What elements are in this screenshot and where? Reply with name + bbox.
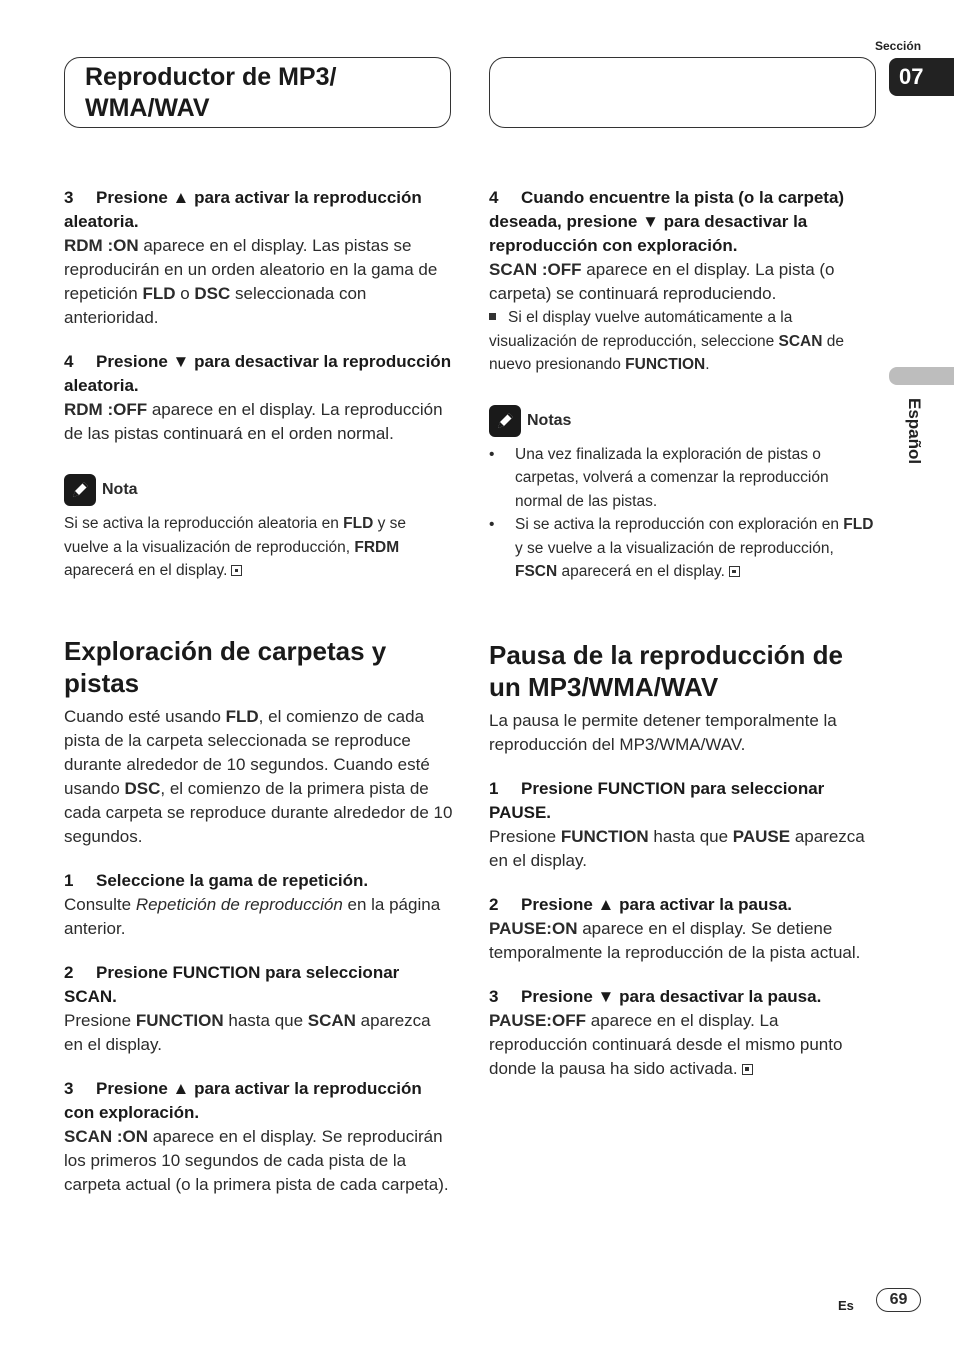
paragraph: [64, 234, 454, 330]
display-text: PAUSE: [732, 826, 791, 846]
step-heading: [64, 1077, 454, 1125]
paragraph: [64, 398, 454, 446]
display-text: SCAN: [307, 1010, 356, 1030]
step-heading: [489, 186, 879, 258]
text: aparezca en el display.: [489, 826, 865, 870]
note-text: [64, 512, 454, 583]
paragraph: [64, 705, 454, 849]
display-text: FLD: [142, 284, 176, 303]
text: .: [705, 356, 710, 373]
language-tab-bar: [889, 367, 954, 385]
notes-heading: [489, 405, 879, 437]
display-text: FUNCTION: [625, 356, 706, 373]
step-heading: [64, 186, 454, 234]
text: hasta que: [223, 1010, 308, 1030]
text: aparecerá en el display.: [557, 563, 725, 580]
text: Si el display vuelve automáticamente a la visualización de reproducción, seleccione: [489, 309, 793, 350]
end-mark-icon: [729, 566, 740, 577]
text: de nuevo presionando: [489, 332, 844, 373]
section-heading: Pausa de la reproducción de un MP3/WMA/WAV: [489, 639, 843, 702]
paragraph: [64, 1125, 454, 1197]
step-heading: [489, 893, 879, 917]
step-title: Presione ▼ para desactivar la reproducción aleatoria.: [64, 352, 452, 395]
text: Si se activa la reproducción aleatoria en: [64, 515, 344, 532]
text: , el comienzo de cada pista de la carpeta seleccionada se reproduce durante alrededor de 10 segundos. Cuando esté usando: [64, 706, 430, 798]
note-label: Nota: [102, 481, 138, 498]
text: en la página anterior.: [64, 894, 441, 938]
step-title: Cuando encuentre la pista (o la carpeta) deseada, presione ▼ para desactivar la reproducción con exploración.: [489, 188, 845, 255]
text: Consulte: [64, 894, 136, 914]
list-item: [489, 443, 879, 514]
step-title: Presione ▲ para activar la reproducción aleatoria.: [64, 188, 422, 231]
step-number: 3: [489, 986, 499, 1006]
step-number: 2: [64, 962, 74, 982]
display-text: SCAN: [778, 332, 823, 350]
display-text: DSC: [124, 778, 161, 798]
display-text: RDM :OFF: [64, 400, 148, 419]
bullet-icon: •: [489, 516, 495, 533]
text: aparece en el display. Se reproducirán los primeros 10 segundos de cada pista de la carpeta actual (o la primera pista de cada carpeta).: [64, 1126, 449, 1194]
step-heading: [489, 985, 879, 1009]
text: aparece en el display. Se detiene temporalmente la reproducción de la pista actual.: [489, 918, 861, 962]
step-title: Presione ▲ para activar la pausa.: [521, 894, 793, 914]
step-number: 1: [64, 870, 74, 890]
text: [515, 513, 879, 584]
paragraph: [64, 1009, 454, 1057]
notes-label: Notas: [527, 411, 572, 429]
text: hasta que: [648, 826, 733, 846]
step-number: 3: [64, 1078, 74, 1098]
paragraph: [489, 917, 879, 965]
step-heading: [489, 777, 879, 825]
text: seleccionada con anterioridad.: [64, 284, 367, 327]
section-number-tab: 07: [889, 58, 954, 96]
list-item: [489, 513, 879, 584]
display-text: PAUSE:OFF: [489, 1010, 586, 1030]
section-heading: Exploración de carpetas y pistas: [64, 635, 387, 698]
header-empty-box: [489, 57, 876, 128]
text: Presione: [489, 826, 561, 846]
header-title-box: [64, 57, 451, 128]
footer-language: Es: [838, 1298, 854, 1313]
text: aparece en el display. La pista (o carpeta) se continuará reproduciendo.: [489, 260, 835, 303]
step-title: Presione FUNCTION para seleccionar PAUSE.: [489, 778, 825, 822]
text: y se vuelve a la visualización de reproducción,: [64, 515, 407, 556]
step-title: Seleccione la gama de repetición.: [96, 870, 369, 890]
display-text: FLD: [843, 516, 874, 533]
step-heading: [64, 350, 454, 398]
step-number: 4: [64, 352, 74, 371]
display-text: PAUSE:ON: [489, 918, 578, 938]
text: aparece en el display. La reproducción continuará desde el mismo punto donde la pausa ha sido activada.: [489, 1010, 843, 1078]
end-mark-icon: [231, 565, 242, 576]
paragraph: [489, 1009, 879, 1081]
step-title: Presione FUNCTION para seleccionar SCAN.: [64, 962, 400, 1006]
right-column: [489, 186, 879, 1081]
text: o: [175, 284, 195, 303]
square-bullet-icon: [489, 313, 496, 320]
bullet-icon: •: [489, 445, 495, 463]
text: y se vuelve a la visualización de reproducción,: [515, 539, 834, 557]
step-number: 1: [489, 778, 499, 798]
paragraph: La pausa le permite detener temporalmente la reproducción del MP3/WMA/WAV.: [489, 710, 837, 754]
display-text: FUNCTION: [560, 826, 649, 846]
text: aparece en el display. Las pistas se reproducirán en un orden aleatorio en la gama de repetición: [64, 236, 438, 303]
text: Cuando esté usando: [64, 706, 226, 726]
language-label: Español: [905, 398, 924, 465]
paragraph: [64, 893, 454, 941]
step-title: Presione ▼ para desactivar la pausa.: [521, 986, 822, 1006]
display-text: FSCN: [515, 563, 558, 580]
text: aparecerá en el display.: [64, 562, 228, 579]
text: Si se activa la reproducción con exploración en: [515, 516, 844, 533]
display-text: FLD: [225, 706, 259, 726]
page-title: Reproductor de MP3/ WMA/WAV: [85, 63, 337, 122]
display-text: FLD: [343, 515, 374, 532]
paragraph: [489, 825, 879, 873]
display-text: FUNCTION: [135, 1010, 224, 1030]
pencil-icon: [64, 474, 96, 506]
section-label: Sección: [875, 39, 922, 53]
step-number: 4: [489, 188, 499, 207]
text: , el comienzo de la primera pista de cada carpeta se reproduce durante alrededor de 10 segundos.: [64, 778, 453, 846]
pencil-icon: [489, 405, 521, 437]
page-number: 69: [876, 1288, 921, 1312]
display-text: FRDM: [354, 538, 400, 556]
left-column: [64, 186, 454, 1197]
step-heading: [64, 961, 454, 1009]
end-mark-icon: [742, 1064, 753, 1075]
display-text: RDM :ON: [64, 236, 139, 255]
display-text: SCAN :OFF: [489, 260, 582, 279]
step-title: Presione ▲ para activar la reproducción con exploración.: [64, 1078, 422, 1122]
paragraph: [489, 258, 879, 306]
text: Una vez finalizada la exploración de pistas o carpetas, volverá a comenzar la reproducción normal de las pistas.: [515, 445, 829, 510]
text: aparece en el display. La reproducción de las pistas continuará en el orden normal.: [64, 400, 443, 443]
sub-note: [489, 306, 879, 377]
text: Presione: [64, 1010, 136, 1030]
display-text: DSC: [194, 284, 231, 303]
step-number: 2: [489, 894, 499, 914]
step-heading: [64, 869, 454, 893]
step-number: 3: [64, 188, 74, 207]
text: aparezca en el display.: [64, 1010, 431, 1054]
cross-reference: Repetición de reproducción: [135, 894, 343, 914]
note-heading: [64, 474, 454, 506]
display-text: SCAN :ON: [64, 1126, 149, 1146]
